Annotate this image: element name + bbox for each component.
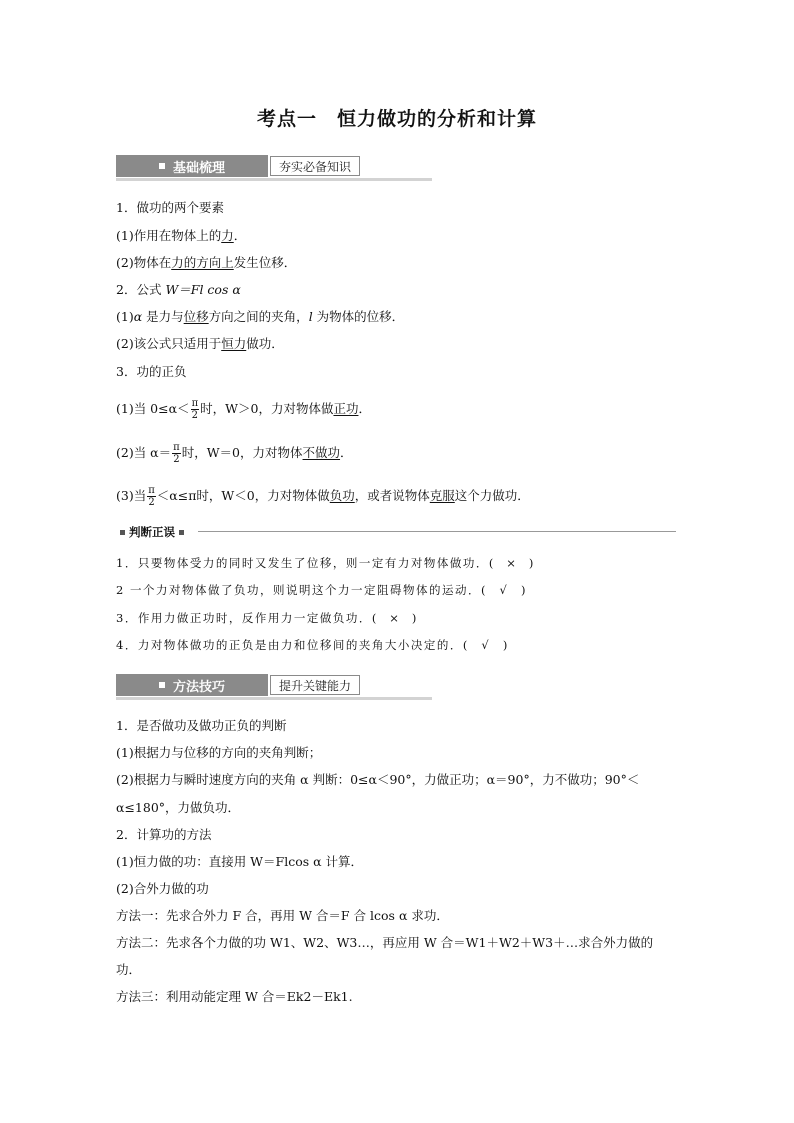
section-header-methods bbox=[116, 674, 360, 696]
section-header-basics bbox=[116, 155, 360, 177]
section-subtitle: 提升关键能力 bbox=[270, 675, 360, 695]
blank-answer: 力 bbox=[221, 228, 234, 243]
text-line: (2)合外力做的功 bbox=[116, 881, 209, 896]
section-subtitle: 夯实必备知识 bbox=[270, 156, 360, 176]
heading-judge-work: 1．是否做功及做功正负的判断 bbox=[116, 718, 287, 733]
section-tag bbox=[116, 155, 268, 177]
text-line: (1)α 是力与位移方向之间的夹角，l 为物体的位移． bbox=[116, 309, 405, 324]
fraction-pi-over-2: $\frac{\pi}{2}$ bbox=[191, 398, 199, 421]
method-three: 方法三：利用动能定理 W 合＝Ek2－Ek1. bbox=[116, 989, 353, 1004]
judge-divider bbox=[198, 531, 676, 532]
page-title: 考点一 恒力做功的分析和计算 bbox=[256, 108, 537, 130]
fraction-pi-over-2: $\frac{\pi}{2}$ bbox=[148, 485, 155, 508]
square-bullet-icon bbox=[159, 163, 165, 169]
blank-answer: 克服 bbox=[429, 488, 455, 503]
judge-mark: √ bbox=[481, 638, 491, 652]
judge-item: 3．作用力做正功时，反作用力一定做负功．( × ) bbox=[116, 611, 418, 625]
section-tag bbox=[116, 674, 268, 696]
section-divider bbox=[116, 697, 432, 700]
method-one: 方法一：先求合外力 F 合，再用 W 合＝F 合 lcos α 求功． bbox=[116, 908, 449, 923]
blank-answer: 恒力 bbox=[221, 336, 247, 351]
judge-mark: √ bbox=[499, 583, 509, 597]
judge-mark: × bbox=[506, 556, 518, 570]
blank-answer: 力的方向上 bbox=[171, 255, 234, 270]
blank-answer: 不做功 bbox=[302, 445, 341, 460]
method-two-cont: 功． bbox=[116, 962, 142, 977]
square-bullet-icon bbox=[159, 682, 165, 688]
text-line: (2)该公式只适用于恒力做功． bbox=[116, 336, 284, 351]
section-tag-label: 基础梳理 bbox=[172, 160, 225, 176]
blank-answer: 位移 bbox=[183, 309, 209, 324]
text-line: (2)物体在力的方向上发生位移． bbox=[116, 255, 297, 270]
heading-sign-of-work: 3．功的正负 bbox=[116, 364, 187, 379]
blank-answer: 正功 bbox=[333, 401, 359, 416]
section-divider bbox=[116, 178, 432, 181]
text-line: (3)当 $\frac{\pi}{2}$ ＜α≤π时，W＜0，力对物体做负功，或者说物体克服这个力做功． bbox=[116, 485, 530, 508]
text-line: (1)恒力做的功：直接用 W＝Flcos α 计算． bbox=[116, 854, 364, 869]
judge-item: 1．只要物体受力的同时又发生了位移，则一定有力对物体做功．( × ) bbox=[116, 556, 535, 570]
text-line: (1)根据力与位移的方向的夹角判断； bbox=[116, 745, 322, 760]
fraction-pi-over-2: $\frac{\pi}{2}$ bbox=[173, 442, 180, 465]
text-line: (2)根据力与瞬时速度方向的夹角 α 判断：0≤α＜90°，力做正功；α＝90°，力不做功；90°＜ bbox=[116, 772, 640, 787]
method-two: 方法二：先求各个力做的功 W1、W2、W3…，再应用 W 合＝W1＋W2＋W3＋…求合外力做的 bbox=[116, 935, 654, 950]
text-line: (1)作用在物体上的力． bbox=[116, 228, 247, 243]
heading-two-elements: 1．做功的两个要素 bbox=[116, 200, 224, 215]
judge-heading: 判断正误 bbox=[116, 524, 188, 540]
blank-answer: 负功 bbox=[329, 488, 355, 503]
text-line: α≤180°，力做负功． bbox=[116, 800, 241, 815]
judge-mark: × bbox=[389, 611, 401, 625]
heading-formula: 2．公式 W＝Fl cos α bbox=[116, 282, 241, 297]
text-line: (2)当 α＝ $\frac{\pi}{2}$ 时，W＝0，力对物体不做功． bbox=[116, 442, 353, 465]
text-line: (1)当 0≤α＜ $\frac{\pi}{2}$ 时，W＞0，力对物体做正功． bbox=[116, 398, 371, 421]
square-bullet-icon bbox=[120, 530, 125, 535]
judge-item: 2 一个力对物体做了负功，则说明这个力一定阻碍物体的运动．( √ ) bbox=[116, 583, 527, 597]
judge-item: 4．力对物体做功的正负是由力和位移间的夹角大小决定的．( √ ) bbox=[116, 638, 509, 652]
heading-calc-methods: 2．计算功的方法 bbox=[116, 827, 212, 842]
square-bullet-icon bbox=[179, 530, 184, 535]
section-tag-label: 方法技巧 bbox=[172, 679, 225, 695]
